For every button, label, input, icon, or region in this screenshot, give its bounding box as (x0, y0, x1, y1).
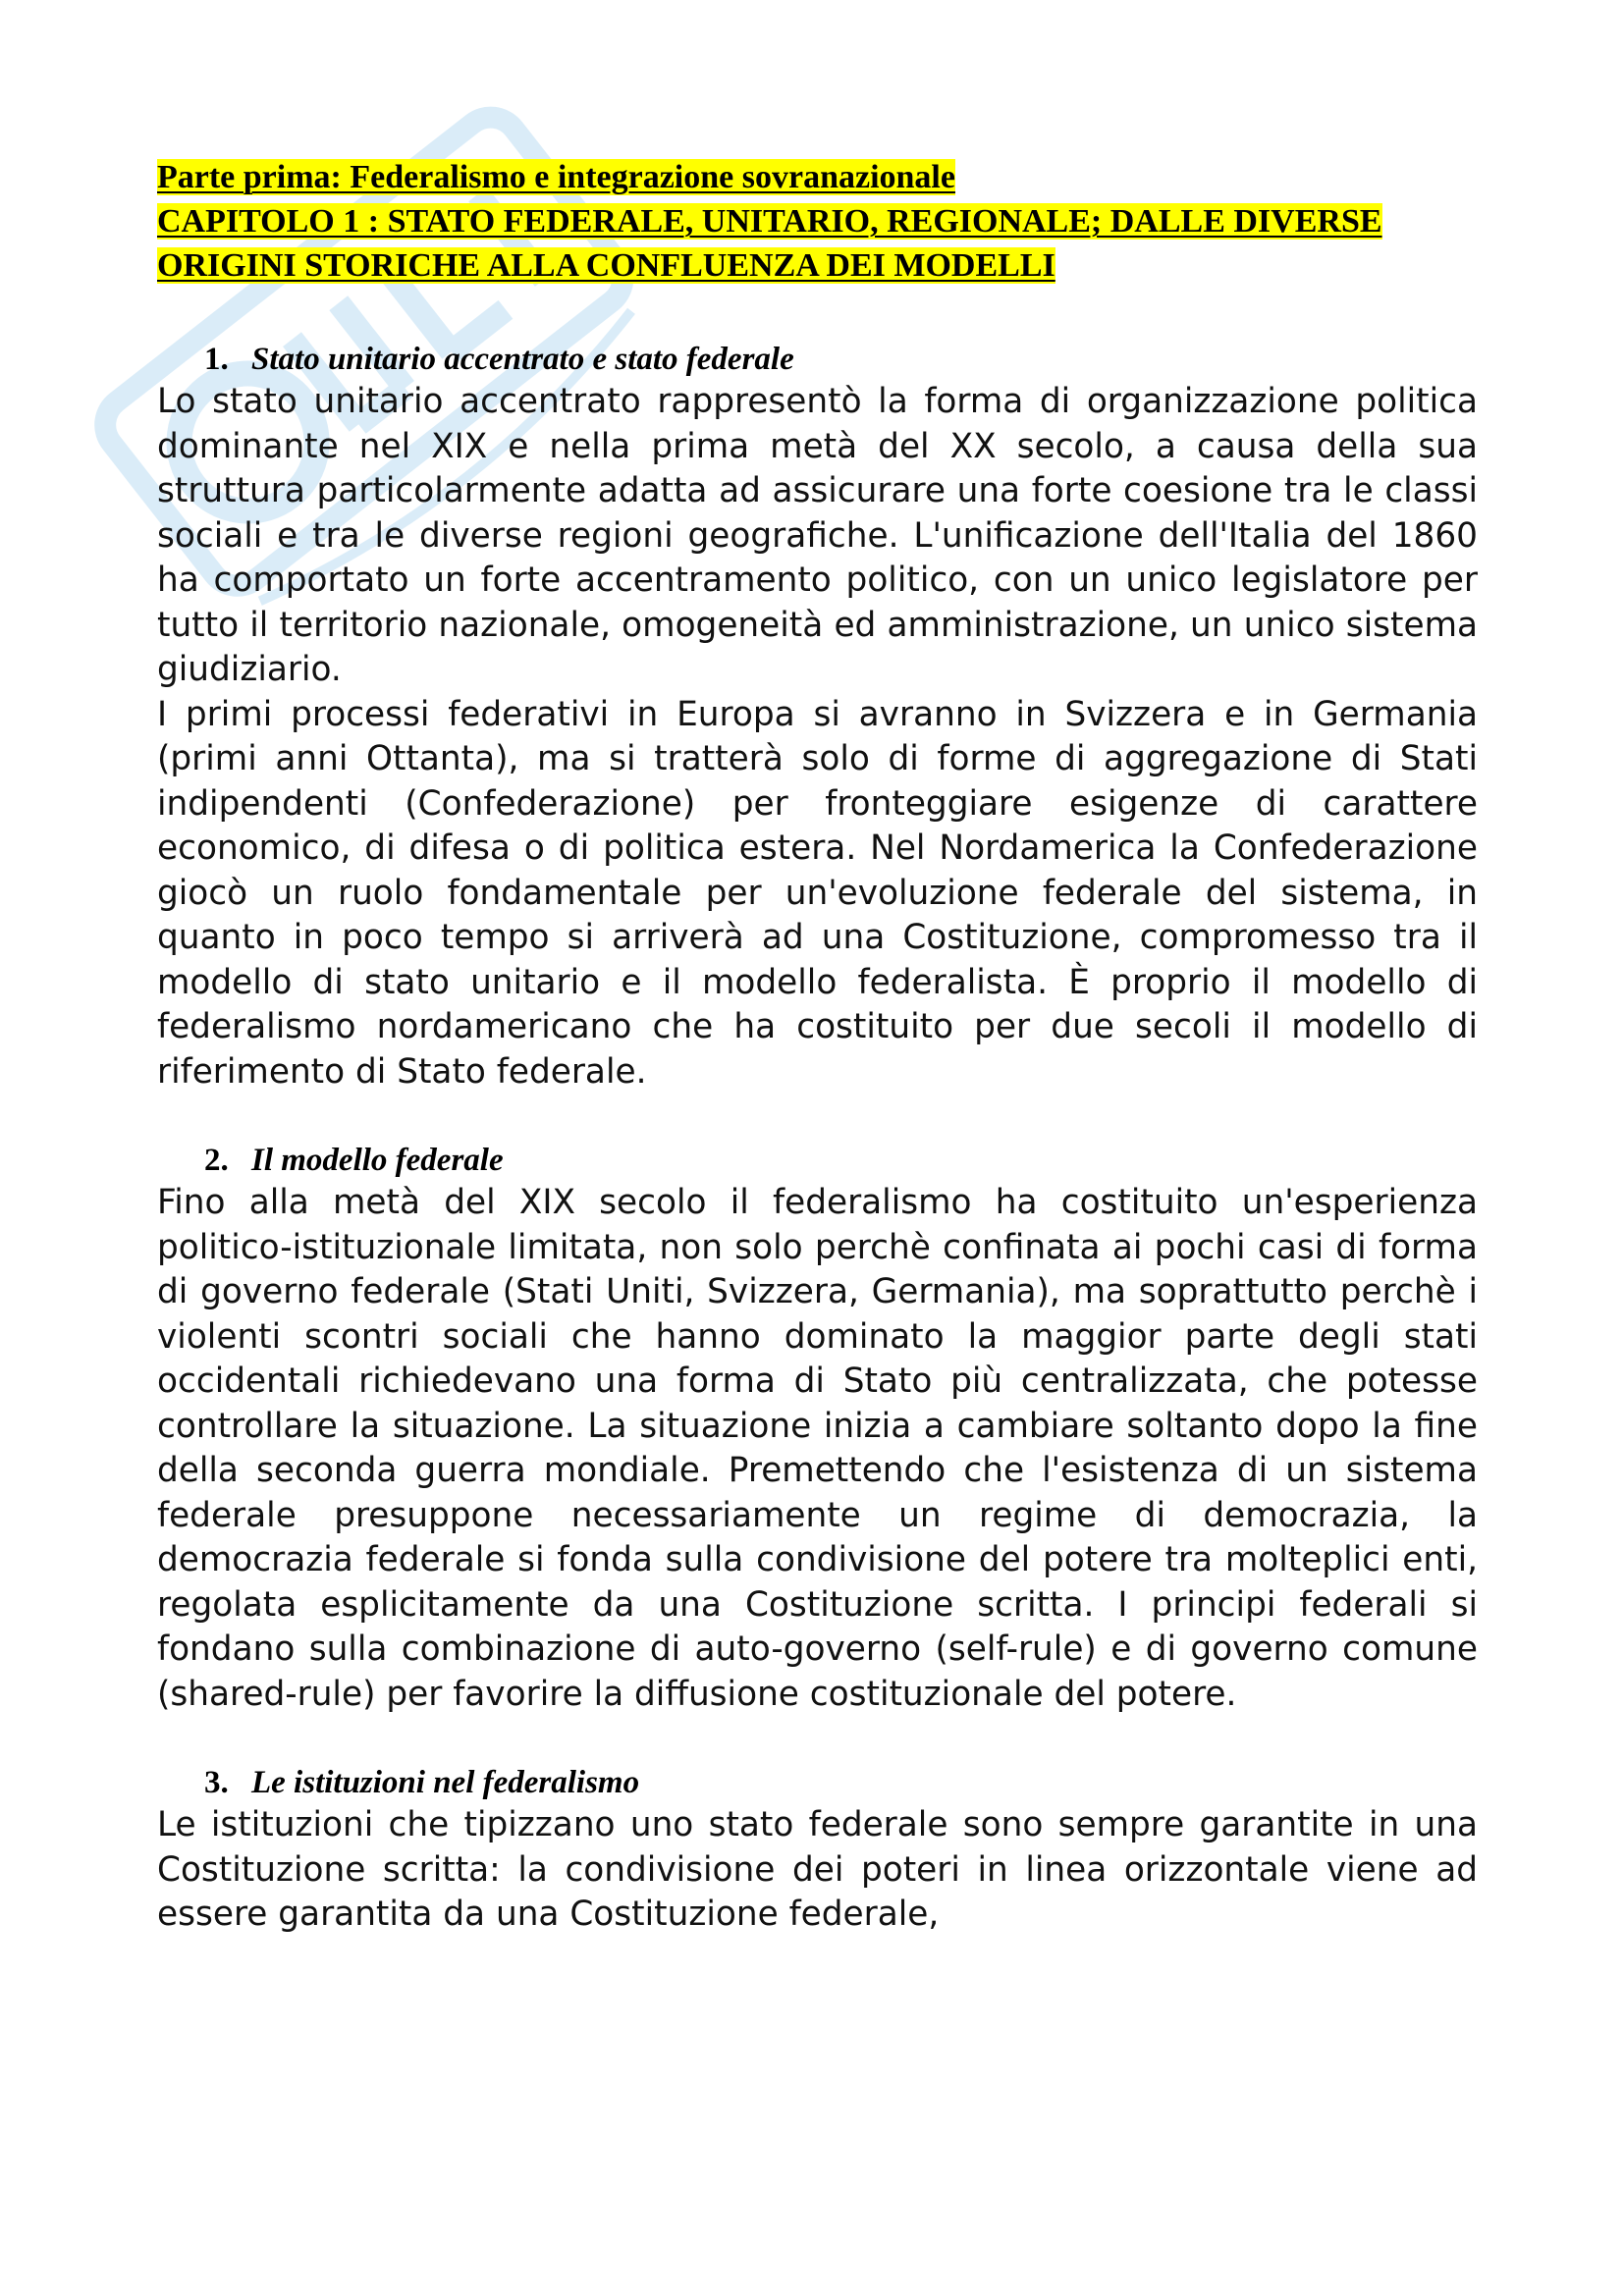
section-title-text: Le istituzioni nel federalismo (251, 1765, 640, 1800)
section-title (157, 339, 1478, 380)
paragraph: I primi processi federativi in Europa si avranno in Svizzera e in Germania (primi anni Ottanta), ma si tratterà solo di forme di aggregazione di Stati indipendenti (Confederazione) per fronteggiare esigenze di carattere economico, di difesa o di politica estera. Nel Nordamerica la Confederazione giocò un ruolo fondamentale per un'evoluzione federale del sistema, in quanto in poco tempo si arriverà ad una Costituzione, compromesso tra il modello di stato unitario e il modello federalista. È proprio il modello di federalismo nordamericano che ha costituito per due secoli il modello di riferimento di Stato federale. (157, 694, 1478, 1092)
section-title (157, 1140, 1478, 1181)
part-title: Parte prima: Federalismo e integrazione sovranazionale (157, 159, 955, 195)
paragraph: Fino alla metà del XIX secolo il federalismo ha costituito un'esperienza politico-istituzionale limitata, non solo perchè confinata ai pochi casi di forma di governo federale (Stati Uniti, Svizzera, Germania), ma soprattutto perchè i violenti scontri sociali che hanno dominato la maggior parte degli stati occidentali richiedevano una forma di Stato più centralizzata, che potesse controllare la situazione. La situazione inizia a cambiare soltanto dopo la fine della seconda guerra mondiale. Premettendo che l'esistenza di un sistema federale presuppone necessariamente un regime di democrazia, la democrazia federale si fonda sulla condivisione del potere tra molteplici enti, regolata esplicitamente da una Costituzione scritta. I principi federali si fondano sulla combinazione di auto-governo (self-rule) e di governo comune (shared-rule) per favorire la diffusione costituzionale del potere. (157, 1183, 1478, 1714)
section-number: 3. (204, 1765, 229, 1800)
paragraph: Le istituzioni che tipizzano uno stato federale sono sempre garantite in una Costituzione scritta: la condivisione dei poteri in linea orizzontale viene ad essere garantita da una Costituzione federale, (157, 1805, 1478, 1934)
section-title (157, 1762, 1478, 1803)
section-title-text: Il modello federale (251, 1143, 504, 1178)
section-number: 1. (204, 342, 229, 377)
section-title-text: Stato unitario accentrato e stato federale (251, 342, 794, 377)
paragraph: Lo stato unitario accentrato rappresentò la forma di organizzazione politica dominante nel XIX e nella prima metà del XX secolo, a causa della sua struttura particolarmente adatta ad assicurare una forte coesione tra le classi sociali e tra le diverse regioni geografiche. L'unificazione dell'Italia del 1860 ha comportato un forte accentramento politico, con un unico legislatore per tutto il territorio nazionale, omogeneità ed amministrazione, un unico sistema giudiziario. (157, 382, 1478, 689)
chapter-title: CAPITOLO 1 : STATO FEDERALE, UNITARIO, REGIONALE; DALLE DIVERSE ORIGINI STORICHE ALLA CONFLUENZA DEI MODELLI (157, 203, 1382, 284)
document-content (157, 155, 1478, 1938)
section-number: 2. (204, 1143, 229, 1178)
